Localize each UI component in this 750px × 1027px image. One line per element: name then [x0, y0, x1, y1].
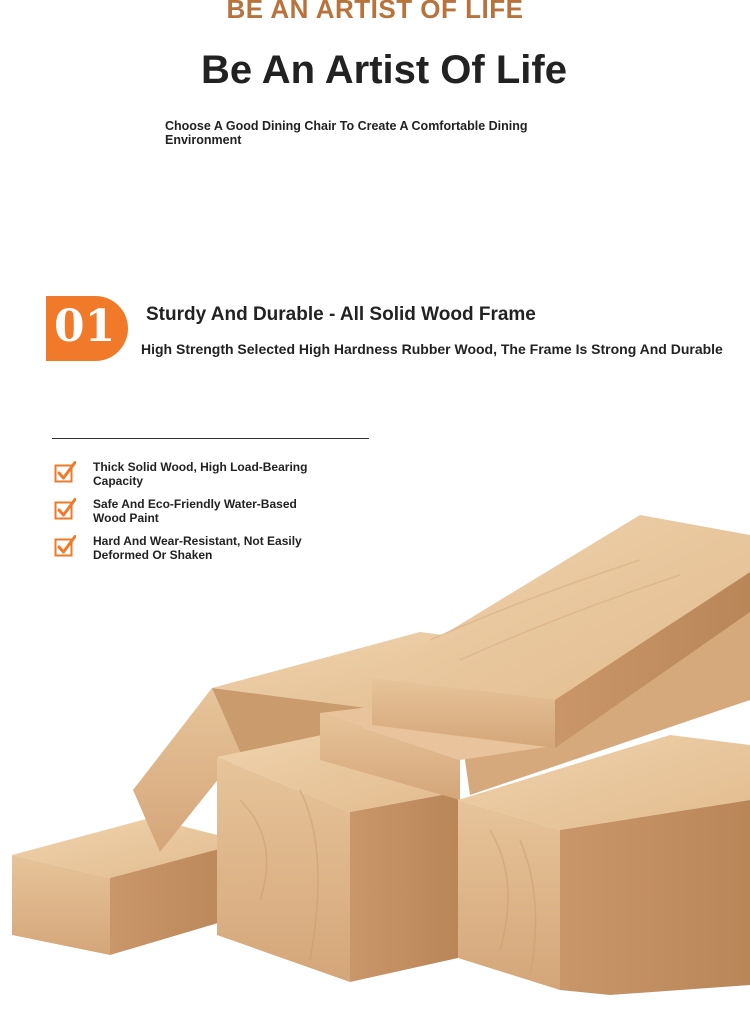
feature-description: High Strength Selected High Hardness Rubber Wood, The Frame Is Strong And Durable: [141, 341, 723, 357]
page-title: Be An Artist Of Life: [201, 48, 567, 92]
eyebrow-heading: BE AN ARTIST OF LIFE: [226, 0, 524, 24]
page-subtitle: Choose A Good Dining Chair To Create A Comfortable Dining Environment: [165, 119, 528, 147]
wood-planks-illustration: [0, 480, 750, 1027]
checklist-text: Hard And Wear-Resistant, Not Easily Deformed Or Shaken: [93, 534, 302, 562]
divider: [52, 438, 369, 439]
feature-number-badge: [46, 296, 128, 361]
checklist-text: Thick Solid Wood, High Load-Bearing Capacity: [93, 460, 308, 488]
feature-title: Sturdy And Durable - All Solid Wood Frame: [146, 304, 536, 325]
checklist-text: Safe And Eco-Friendly Water-Based Wood Paint: [93, 497, 297, 525]
feature-number: 01: [54, 301, 116, 352]
